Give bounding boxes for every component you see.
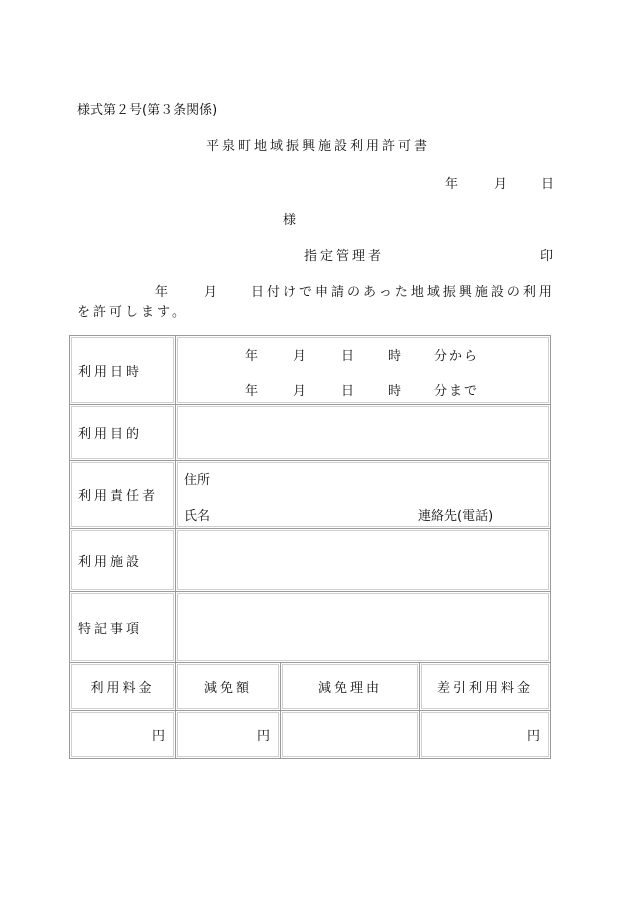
responsible-label: 利用責任者	[70, 461, 176, 529]
fee-header-net-fee: 差引利用料金	[420, 663, 551, 711]
body-line2: を許可します。	[77, 305, 188, 320]
row-responsible	[70, 461, 551, 529]
responsible-cell[interactable]	[176, 461, 551, 529]
net-fee-cell[interactable]: 円	[420, 711, 551, 759]
special-notes-cell[interactable]	[176, 592, 551, 663]
body-line1: 日付けで申請のあった地域振興施設の利用	[251, 285, 555, 300]
issuer-label: 指定管理者	[304, 249, 385, 264]
row-facility	[70, 529, 551, 592]
date-day: 日	[541, 177, 555, 192]
contact-label: 連絡先(電話)	[418, 509, 494, 524]
date-year: 年	[445, 177, 459, 192]
row-purpose	[70, 405, 551, 461]
row-fee-headers	[70, 663, 551, 711]
fee-header-usage-fee: 利用料金	[70, 663, 176, 711]
row-usage-datetime	[70, 336, 551, 405]
body-year: 年	[155, 285, 169, 300]
usage-datetime-label: 利用日時	[70, 336, 176, 405]
purpose-cell[interactable]	[176, 405, 551, 461]
seal-mark: 印	[540, 249, 554, 264]
reduction-amount-cell[interactable]: 円	[176, 711, 281, 759]
addressee-suffix: 様	[283, 213, 297, 228]
usage-datetime-cell[interactable]: 年 月 日 時 分から 年 月 日 時 分まで	[176, 336, 551, 405]
permit-table	[69, 335, 551, 759]
form-number: 様式第２号(第３条関係)	[77, 103, 218, 118]
purpose-label: 利用目的	[70, 405, 176, 461]
row-fee-values	[70, 711, 551, 759]
special-notes-label: 特記事項	[70, 592, 176, 663]
facility-cell[interactable]	[176, 529, 551, 592]
date-month: 月	[494, 177, 508, 192]
fee-header-reduction-reason: 減免理由	[281, 663, 420, 711]
reduction-reason-cell[interactable]	[281, 711, 420, 759]
facility-label: 利用施設	[70, 529, 176, 592]
row-special-notes	[70, 592, 551, 663]
usage-fee-cell[interactable]: 円	[70, 711, 176, 759]
document-title: 平泉町地域振興施設利用許可書	[206, 139, 431, 154]
name-label: 氏名	[184, 509, 211, 524]
body-month: 月	[204, 285, 218, 300]
fee-header-reduction-amount: 減免額	[176, 663, 281, 711]
address-label: 住所	[184, 473, 211, 488]
